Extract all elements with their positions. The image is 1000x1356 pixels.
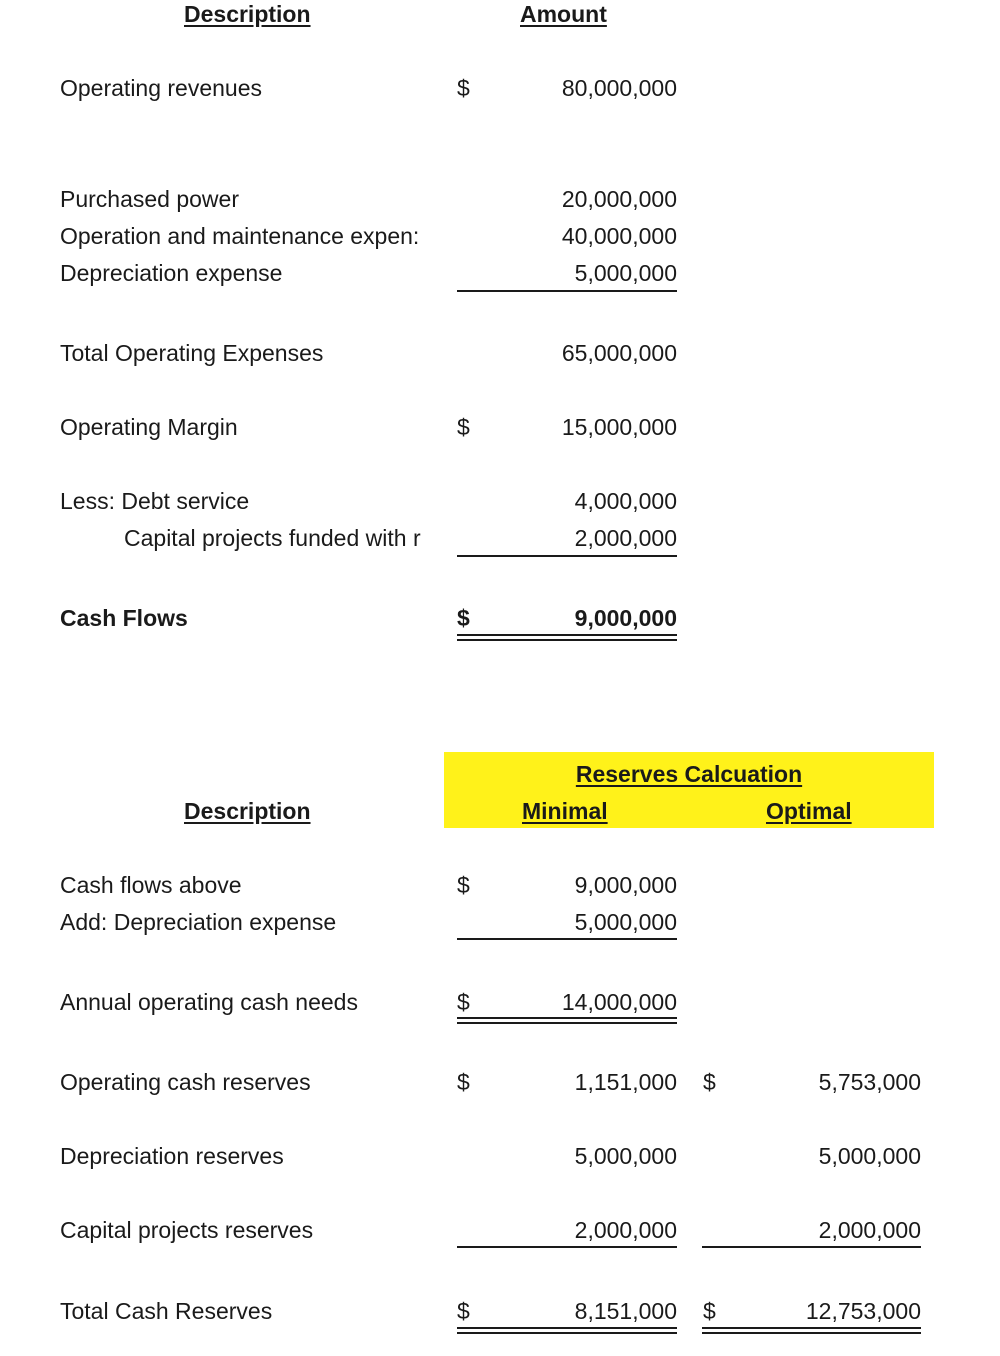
capital-projects-reserves-label: Capital projects reserves: [60, 1217, 314, 1243]
capital-projects-amount: 2,000,000: [574, 525, 677, 551]
deductions-subtotal-rule: [457, 555, 677, 557]
reserves-minimal-subtotal-rule: [457, 1246, 677, 1248]
operating-revenues-label: Operating revenues: [60, 75, 263, 101]
operating-cash-reserves-optimal: 5,753,000: [818, 1069, 921, 1095]
total-cash-reserves-label: Total Cash Reserves: [60, 1298, 273, 1324]
cash-flows-amount: 9,000,000: [574, 605, 677, 631]
om-expense-amount: 40,000,000: [561, 223, 677, 249]
operating-revenues-dollar: $: [457, 75, 470, 101]
total-cash-reserves-dollar-optimal: $: [703, 1298, 716, 1324]
add-depreciation-minimal: 5,000,000: [574, 909, 677, 935]
capital-projects-label: Capital projects funded with r: [124, 525, 421, 551]
cash-flows-double-rule-bottom: [457, 639, 677, 641]
total-reserves-optimal-double-rule-bottom: [702, 1332, 921, 1334]
annual-cash-needs-label: Annual operating cash needs: [60, 989, 358, 1015]
add-depreciation-label: Add: Depreciation expense: [60, 909, 337, 935]
purchased-power-label: Purchased power: [60, 186, 239, 212]
capital-projects-reserves-minimal: 2,000,000: [574, 1217, 677, 1243]
operating-cash-reserves-minimal: 1,151,000: [574, 1069, 677, 1095]
income-description-header: Description: [184, 1, 311, 27]
annual-cash-needs-dollar: $: [457, 989, 470, 1015]
cash-needs-subtotal-rule: [457, 938, 677, 940]
cash-flows-double-rule-top: [457, 634, 677, 636]
cash-flows-above-label: Cash flows above: [60, 872, 242, 898]
om-expense-label: Operation and maintenance expen:: [60, 223, 420, 249]
operating-cash-reserves-dollar-optimal: $: [703, 1069, 716, 1095]
total-reserves-optimal-double-rule-top: [702, 1327, 921, 1329]
depreciation-reserves-label: Depreciation reserves: [60, 1143, 284, 1169]
cash-needs-double-rule-bottom: [457, 1022, 677, 1024]
reserves-title: Reserves Calcuation: [575, 761, 803, 787]
cash-flows-dollar: $: [457, 605, 470, 631]
operating-cash-reserves-dollar: $: [457, 1069, 470, 1095]
reserves-optimal-subtotal-rule: [702, 1246, 921, 1248]
total-opex-amount: 65,000,000: [561, 340, 677, 366]
total-opex-label: Total Operating Expenses: [60, 340, 324, 366]
depreciation-expense-label: Depreciation expense: [60, 260, 283, 286]
operating-margin-label: Operating Margin: [60, 414, 238, 440]
depreciation-reserves-minimal: 5,000,000: [574, 1143, 677, 1169]
operating-margin-dollar: $: [457, 414, 470, 440]
income-amount-header: Amount: [520, 1, 607, 27]
operating-cash-reserves-label: Operating cash reserves: [60, 1069, 311, 1095]
reserves-description-header: Description: [184, 798, 311, 824]
cash-flows-above-dollar: $: [457, 872, 470, 898]
cash-needs-double-rule-top: [457, 1017, 677, 1019]
total-reserves-minimal-double-rule-top: [457, 1327, 677, 1329]
total-reserves-minimal-double-rule-bottom: [457, 1332, 677, 1334]
purchased-power-amount: 20,000,000: [561, 186, 677, 212]
depreciation-expense-amount: 5,000,000: [574, 260, 677, 286]
depreciation-reserves-optimal: 5,000,000: [818, 1143, 921, 1169]
total-cash-reserves-optimal: 12,753,000: [805, 1298, 921, 1324]
operating-revenues-amount: 80,000,000: [561, 75, 677, 101]
debt-service-label: Less: Debt service: [60, 488, 250, 514]
minimal-column-header: Minimal: [522, 798, 608, 824]
total-cash-reserves-minimal: 8,151,000: [574, 1298, 677, 1324]
debt-service-amount: 4,000,000: [574, 488, 677, 514]
cash-flows-above-minimal: 9,000,000: [574, 872, 677, 898]
annual-cash-needs-minimal: 14,000,000: [561, 989, 677, 1015]
optimal-column-header: Optimal: [766, 798, 852, 824]
total-cash-reserves-dollar: $: [457, 1298, 470, 1324]
operating-margin-amount: 15,000,000: [561, 414, 677, 440]
capital-projects-reserves-optimal: 2,000,000: [818, 1217, 921, 1243]
cash-flows-label: Cash Flows: [60, 605, 188, 631]
expenses-subtotal-rule: [457, 290, 677, 292]
